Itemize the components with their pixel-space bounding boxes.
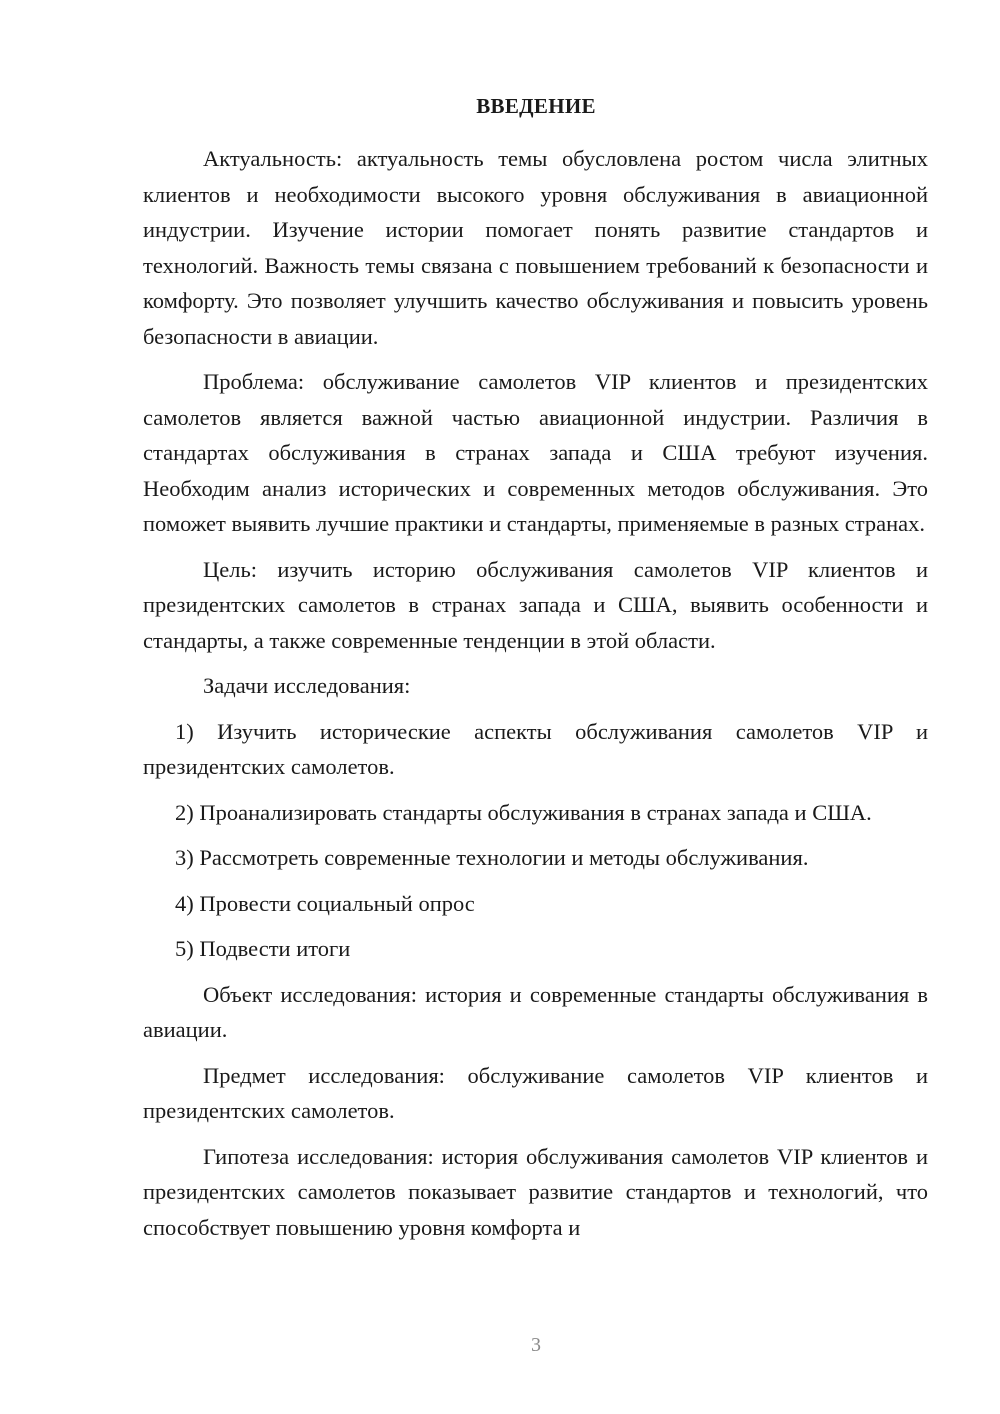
section-title: ВВЕДЕНИЕ xyxy=(476,94,596,118)
page-number: 3 xyxy=(531,1334,541,1356)
hypothesis-paragraph: Гипотеза исследования: история обслуживания самолетов VIP клиентов и президентских самолетов показывает развитие стандартов и технологий, что способствует повышению уровня комфорта и xyxy=(143,1143,928,1240)
tasks-heading: Задачи исследования: xyxy=(203,673,411,698)
task-item-4: 4) Провести социальный опрос xyxy=(175,890,475,916)
relevance-paragraph: Актуальность: актуальность темы обусловлена ростом числа элитных клиентов и необходимости высокого уровня обслуживания в авиационной индустрии. Изучение истории помогает понять развитие стандартов и технологий. Важность темы связана с повышением требований к безопасности и комфорту. Это позволяет улучшить качество обслуживания и повысить уровень безопасности в авиации. xyxy=(143,146,928,349)
task-item-2: 2) Проанализировать стандарты обслуживания в странах запада и США. xyxy=(175,799,872,825)
task-item-3: 3) Рассмотреть современные технологии и методы обслуживания. xyxy=(175,845,809,870)
tasks-list xyxy=(143,714,928,967)
document-body xyxy=(143,141,928,1245)
goal-paragraph: Цель: изучить историю обслуживания самолетов VIP клиентов и президентских самолетов в странах запада и США, выявить особенности и стандарты, а также современные тенденции в этой области. xyxy=(143,556,928,653)
object-paragraph: Объект исследования: история и современные стандарты обслуживания в авиации. xyxy=(143,981,928,1042)
subject-paragraph: Предмет исследования: обслуживание самолетов VIP клиентов и президентских самолетов. xyxy=(143,1062,928,1123)
task-item-1: 1) Изучить исторические аспекты обслуживания самолетов VIP и президентских самолетов. xyxy=(143,718,928,779)
problem-paragraph: Проблема: обслуживание самолетов VIP клиентов и президентских самолетов является важной частью авиационной индустрии. Различия в стандартах обслуживания в странах запада и США требуют изучения. Необходим анализ исторических и современных методов обслуживания. Это поможет выявить лучшие практики и стандарты, применяемые в разных странах. xyxy=(143,369,928,536)
task-item-5: 5) Подвести итоги xyxy=(175,936,351,961)
